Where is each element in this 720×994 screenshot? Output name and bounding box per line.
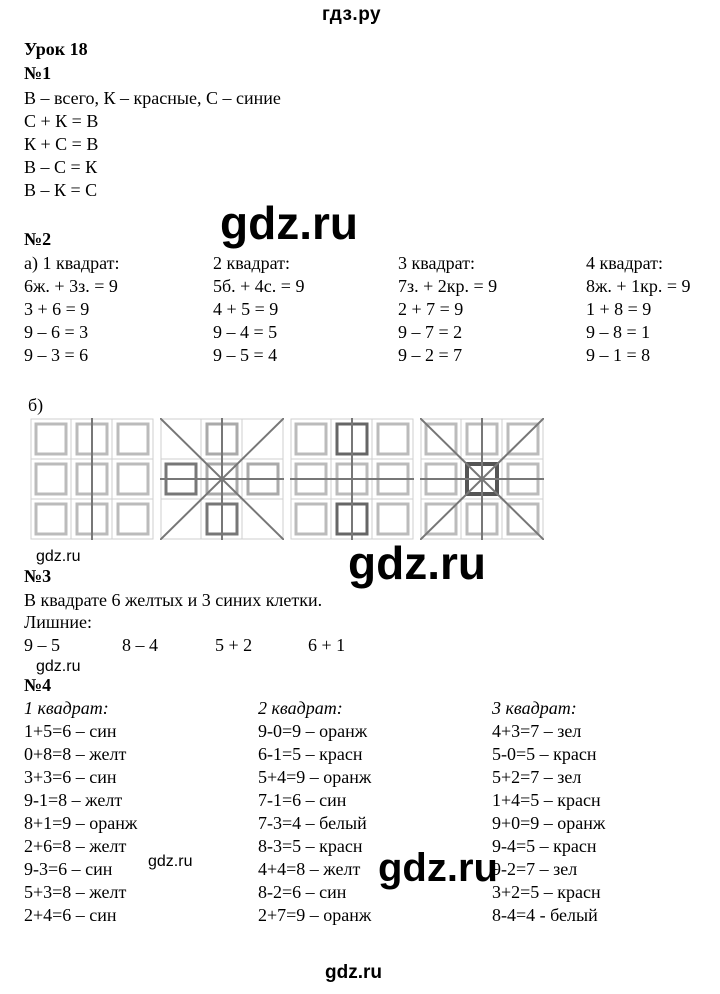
task4-row: 8-3=5 – красн <box>258 836 363 856</box>
watermark-small: gdz.ru <box>148 853 193 870</box>
watermark-small: gdz.ru <box>36 658 81 675</box>
task2-col2-line: 2 квадрат: <box>213 253 291 273</box>
task1-line: В – К = С <box>24 180 98 200</box>
site-header: гдз.ру <box>322 4 382 25</box>
task4-row: 7-1=6 – син <box>258 790 347 810</box>
task2-col4-line: 4 квадрат: <box>586 253 664 273</box>
task4-row: 9-2=7 – зел <box>492 859 578 879</box>
task2-col2-line: 9 – 5 = 4 <box>213 345 278 365</box>
task4-row: 1+4=5 – красн <box>492 790 601 810</box>
task4-row: 8-4=4 - белый <box>492 905 598 925</box>
task4-row: 4+4=8 – желт <box>258 859 361 879</box>
watermark-bottom: gdz.ru <box>325 962 382 983</box>
square-figure-3 <box>290 418 414 540</box>
task1-label: №1 <box>24 63 52 83</box>
task2-col3-line: 2 + 7 = 9 <box>398 299 464 319</box>
task2-col2-line: 4 + 5 = 9 <box>213 299 279 319</box>
task4-row: 2+6=8 – желт <box>24 836 127 856</box>
task4-label: №4 <box>24 675 52 695</box>
task3-extra-label: Лишние: <box>24 612 92 632</box>
task2-col1-line: 6ж. + 3з. = 9 <box>24 276 118 296</box>
task2-col2-line: 9 – 4 = 5 <box>213 322 278 342</box>
task2-col3-line: 3 квадрат: <box>398 253 476 273</box>
task1-line: В – С = К <box>24 157 98 177</box>
task2-col2-line: 5б. + 4с. = 9 <box>213 276 305 296</box>
task4-row: 4+3=7 – зел <box>492 721 582 741</box>
watermark: gdz.ru <box>378 846 498 890</box>
lesson-title: Урок 18 <box>24 39 88 59</box>
watermark: gdz.ru <box>220 197 358 249</box>
task3-line: В квадрате 6 желтых и 3 синих клетки. <box>24 590 323 610</box>
task2-col3-line: 9 – 2 = 7 <box>398 345 463 365</box>
task4-row: 3+3=6 – син <box>24 767 117 787</box>
task4-row: 5+3=8 – желт <box>24 882 127 902</box>
task4-row: 3+2=5 – красн <box>492 882 601 902</box>
task4-row: 8+1=9 – оранж <box>24 813 138 833</box>
task4-row: 5-0=5 – красн <box>492 744 597 764</box>
task2-part-b: б) <box>28 395 44 415</box>
task4-row: 9+0=9 – оранж <box>492 813 606 833</box>
task4-row: 2+7=9 – оранж <box>258 905 372 925</box>
watermark: gdz.ru <box>348 537 486 589</box>
square-figure-2 <box>160 418 284 540</box>
task3-label: №3 <box>24 566 52 586</box>
task3-extra-item: 9 – 5 <box>24 635 60 655</box>
task4-row: 5+2=7 – зел <box>492 767 582 787</box>
task4-row: 9-1=8 – желт <box>24 790 123 810</box>
task2-col1-line: 9 – 6 = 3 <box>24 322 89 342</box>
task3-extra-item: 8 – 4 <box>122 635 158 655</box>
task4-row: 2+4=6 – син <box>24 905 117 925</box>
task4-row: 7-3=4 – белый <box>258 813 367 833</box>
task4-row: 9-4=5 – красн <box>492 836 597 856</box>
task4-col2-title: 2 квадрат: <box>258 698 343 718</box>
task2-col3-line: 7з. + 2кр. = 9 <box>398 276 498 296</box>
task2-col3-line: 9 – 7 = 2 <box>398 322 463 342</box>
task2-col4-line: 1 + 8 = 9 <box>586 299 652 319</box>
watermark-small: gdz.ru <box>36 548 81 565</box>
square-figure-1 <box>30 418 154 540</box>
task1-line: К + С = В <box>24 134 99 154</box>
task2-col4-line: 8ж. + 1кр. = 9 <box>586 276 691 296</box>
task2-col4-line: 9 – 8 = 1 <box>586 322 651 342</box>
task4-col3-title: 3 квадрат: <box>492 698 577 718</box>
square-figure-4 <box>420 418 544 540</box>
task4-row: 1+5=6 – син <box>24 721 117 741</box>
task4-row: 5+4=9 – оранж <box>258 767 372 787</box>
task2-col1-line: а) 1 квадрат: <box>24 253 120 273</box>
task2-col1-line: 3 + 6 = 9 <box>24 299 90 319</box>
task4-row: 8-2=6 – син <box>258 882 347 902</box>
task3-extra-item: 6 + 1 <box>308 635 346 655</box>
task4-row: 9-0=9 – оранж <box>258 721 368 741</box>
task4-col1-title: 1 квадрат: <box>24 698 109 718</box>
task2-col1-line: 9 – 3 = 6 <box>24 345 89 365</box>
task3-extra-item: 5 + 2 <box>215 635 253 655</box>
task4-row: 6-1=5 – красн <box>258 744 363 764</box>
task1-line: С + К = В <box>24 111 99 131</box>
task4-row: 9-3=6 – син <box>24 859 113 879</box>
task4-row: 0+8=8 – желт <box>24 744 127 764</box>
task2-label: №2 <box>24 229 52 249</box>
task2-col4-line: 9 – 1 = 8 <box>586 345 651 365</box>
task1-line: В – всего, К – красные, С – синие <box>24 88 281 108</box>
